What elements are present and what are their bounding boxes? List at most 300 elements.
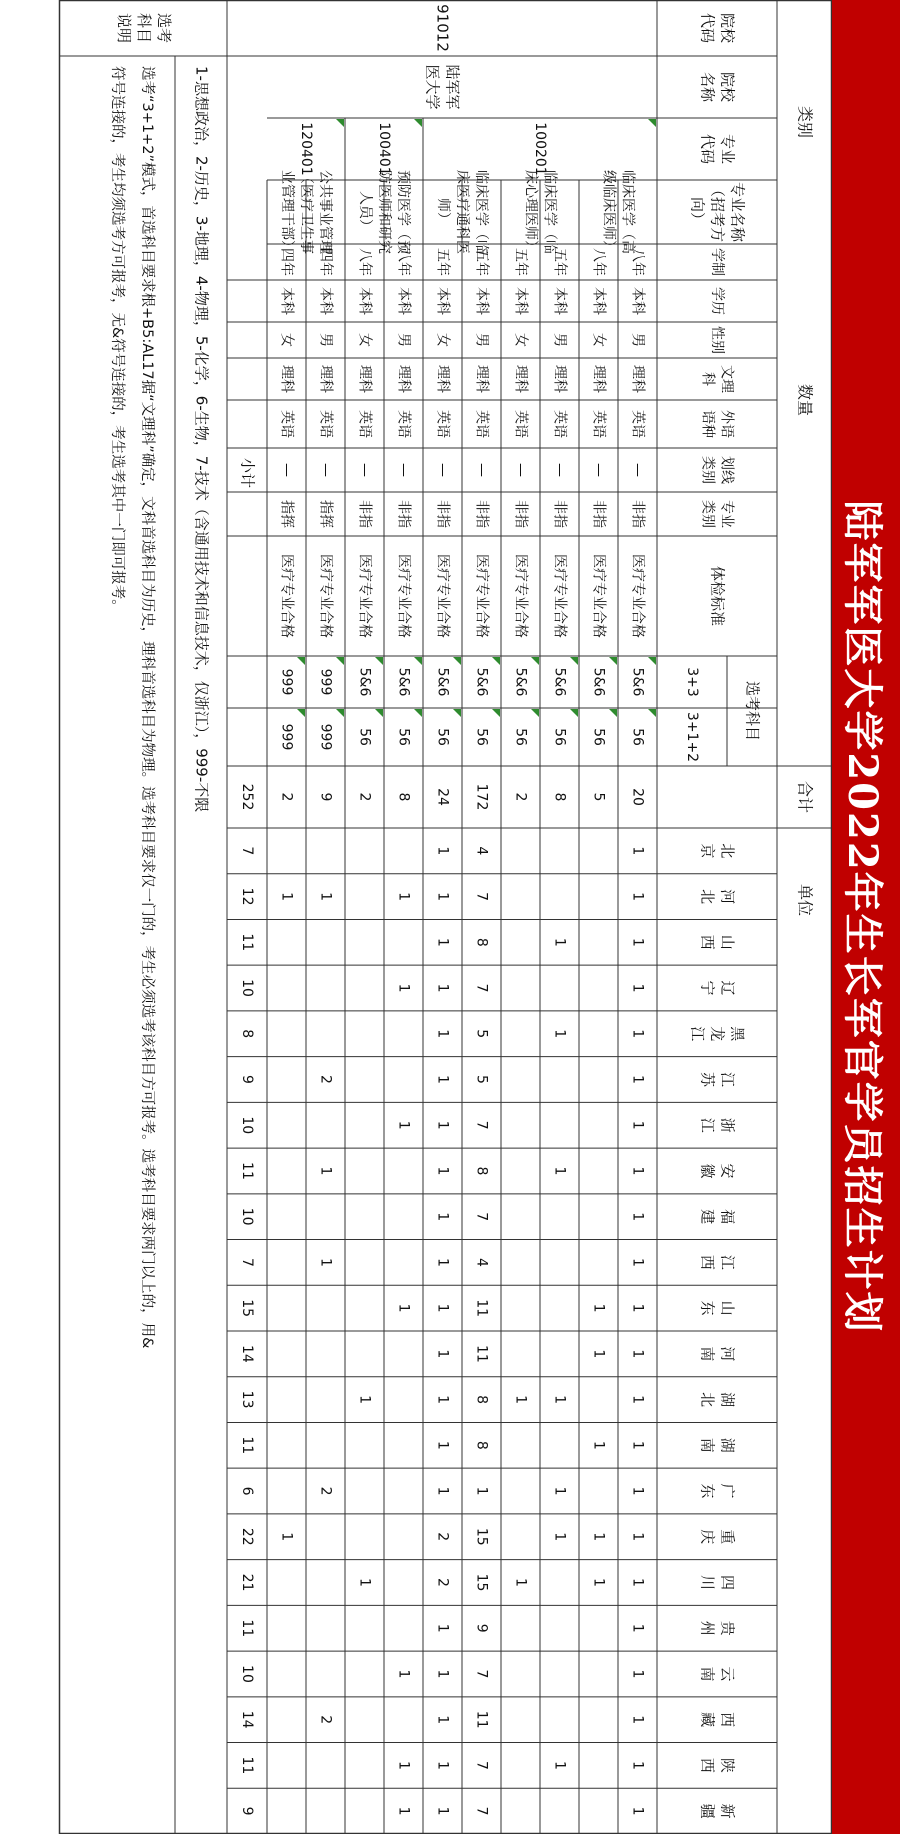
subtotal-province-count: 11 bbox=[239, 1756, 255, 1775]
cell-province-count: 1 bbox=[395, 1669, 412, 1679]
header-category: 类别 bbox=[795, 105, 815, 139]
cell-duration: 五年 bbox=[434, 248, 451, 276]
cell-s312: 56 bbox=[629, 728, 646, 746]
cell-province-count: 1 bbox=[434, 1075, 451, 1084]
cell-arts: 理科 bbox=[590, 365, 607, 393]
cell-total: 2 bbox=[512, 792, 529, 802]
major-name: 临床医学（临床心理医师） bbox=[522, 170, 558, 254]
cell-province-count: 1 bbox=[629, 1257, 646, 1267]
cell-degree: 本科 bbox=[590, 287, 607, 315]
cell-province-count: 1 bbox=[551, 1166, 568, 1176]
province-header: 福建 bbox=[698, 1209, 737, 1225]
comment-marker bbox=[492, 657, 500, 665]
cell-degree: 本科 bbox=[317, 287, 334, 315]
cell-duration: 五年 bbox=[473, 248, 490, 276]
cell-province-count: 1 bbox=[512, 1578, 529, 1587]
cell-duration: 四年 bbox=[317, 248, 334, 276]
cell-province-count: 1 bbox=[434, 1486, 451, 1496]
cell-total: 20 bbox=[629, 788, 646, 806]
note-label: 选考科目说明 bbox=[115, 12, 173, 44]
cell-province-count: 1 bbox=[434, 1395, 451, 1405]
cell-duration: 八年 bbox=[590, 248, 607, 276]
subtotal-province-count: 10 bbox=[239, 979, 255, 997]
cell-s33: 5&6 bbox=[356, 667, 373, 697]
comment-marker bbox=[570, 709, 578, 717]
province-header: 湖北 bbox=[698, 1392, 737, 1408]
cell-total: 24 bbox=[434, 788, 451, 806]
province-header: 北京 bbox=[698, 843, 737, 859]
cell-mtype: 非指 bbox=[395, 500, 412, 528]
cell-s33: 5&6 bbox=[629, 667, 646, 697]
cell-s33: 5&6 bbox=[590, 667, 607, 697]
cell-province-count: 15 bbox=[473, 1527, 490, 1546]
cell-gender: 女 bbox=[590, 333, 607, 347]
cell-province-count: 1 bbox=[629, 1623, 646, 1633]
subtotal-province-count: 10 bbox=[239, 1665, 255, 1683]
cell-s312: 56 bbox=[395, 728, 412, 746]
cell-gender: 男 bbox=[551, 333, 568, 347]
cell-phys: 医疗专业合格 bbox=[629, 554, 646, 638]
cell-province-count: 1 bbox=[629, 1166, 646, 1176]
cell-province-count: 7 bbox=[473, 1760, 490, 1770]
header-major-name: 专业名称（招考方向） bbox=[688, 181, 747, 243]
cell-gender: 男 bbox=[317, 333, 334, 347]
comment-marker bbox=[453, 709, 461, 717]
school-name: 陆军军医大学 bbox=[423, 64, 462, 110]
cell-lang: 英语 bbox=[434, 410, 451, 438]
cell-province-count: 11 bbox=[473, 1710, 490, 1729]
cell-gender: 女 bbox=[434, 333, 451, 347]
comment-marker bbox=[570, 657, 578, 665]
cell-province-count: 2 bbox=[317, 1486, 334, 1496]
cell-province-count: 1 bbox=[629, 1578, 646, 1587]
cell-province-count: 1 bbox=[434, 983, 451, 993]
cell-province-count: 1 bbox=[551, 1760, 568, 1770]
cell-total: 8 bbox=[551, 792, 568, 802]
comment-marker bbox=[531, 709, 539, 717]
cell-lang: 英语 bbox=[473, 410, 490, 438]
subtotal-province-count: 14 bbox=[239, 1710, 255, 1729]
cell-mtype: 非指 bbox=[590, 500, 607, 528]
subtotal-province-count: 7 bbox=[239, 1257, 255, 1267]
comment-marker bbox=[297, 657, 305, 665]
subtotal-province-count: 6 bbox=[239, 1486, 255, 1496]
cell-lang: 英语 bbox=[551, 410, 568, 438]
cell-mtype: 非指 bbox=[512, 500, 529, 528]
cell-province-count: 1 bbox=[629, 846, 646, 856]
cell-total: 8 bbox=[395, 792, 412, 802]
cell-province-count: 1 bbox=[434, 1166, 451, 1176]
cell-gender: 女 bbox=[278, 333, 295, 347]
cell-mtype: 指挥 bbox=[317, 500, 334, 528]
cell-province-count: 7 bbox=[473, 1806, 490, 1816]
cell-province-count: 1 bbox=[434, 1349, 451, 1359]
cell-province-count: 1 bbox=[317, 892, 334, 902]
header-sub-312: 3+1+2 bbox=[684, 711, 700, 763]
comment-marker bbox=[609, 709, 617, 717]
cell-lang: 英语 bbox=[395, 410, 412, 438]
header-duration: 学制 bbox=[709, 248, 725, 276]
province-header: 浙江 bbox=[698, 1117, 737, 1133]
cell-lang: 英语 bbox=[356, 410, 373, 438]
cell-province-count: 9 bbox=[473, 1623, 490, 1633]
cell-province-count: 1 bbox=[629, 1760, 646, 1770]
comment-marker bbox=[375, 709, 383, 717]
cell-arts: 理科 bbox=[512, 365, 529, 393]
cell-province-count: 1 bbox=[395, 1303, 412, 1313]
cell-province-count: 1 bbox=[434, 1303, 451, 1313]
comment-marker bbox=[492, 709, 500, 717]
cell-province-count: 1 bbox=[434, 1806, 451, 1816]
cell-arts: 理科 bbox=[473, 365, 490, 393]
subtotal-province-count: 10 bbox=[239, 1116, 255, 1135]
cell-phys: 医疗专业合格 bbox=[278, 554, 295, 638]
cell-province-count: 1 bbox=[629, 1395, 646, 1405]
cell-arts: 理科 bbox=[356, 365, 373, 393]
cell-province-count: 1 bbox=[629, 1486, 646, 1496]
cell-province-count: 7 bbox=[473, 1212, 490, 1222]
header-total: 合计 bbox=[795, 780, 815, 814]
cell-province-count: 8 bbox=[473, 1395, 490, 1405]
subtotal-province-count: 11 bbox=[239, 1619, 255, 1638]
subtotal-province-count: 13 bbox=[239, 1390, 255, 1409]
cell-province-count: 1 bbox=[629, 1532, 646, 1542]
cell-province-count: 1 bbox=[629, 1303, 646, 1313]
header-degree: 学历 bbox=[709, 287, 725, 315]
cell-province-count: 7 bbox=[473, 892, 490, 902]
cell-line: — bbox=[356, 463, 373, 477]
subtotal-total: 252 bbox=[239, 783, 255, 811]
cell-province-count: 15 bbox=[473, 1573, 490, 1592]
province-header: 安徽 bbox=[698, 1163, 737, 1179]
header-school-code: 院校代码 bbox=[698, 12, 737, 44]
major-name: 临床医学（临床医疗通科医师） bbox=[435, 170, 489, 254]
province-header: 云南 bbox=[698, 1666, 737, 1682]
cell-duration: 八年 bbox=[395, 248, 412, 276]
cell-province-count: 1 bbox=[551, 1395, 568, 1405]
comment-marker bbox=[609, 657, 617, 665]
cell-degree: 本科 bbox=[356, 287, 373, 315]
cell-mtype: 非指 bbox=[551, 500, 568, 528]
major-code: 100201 bbox=[532, 122, 548, 176]
cell-s33: 5&6 bbox=[434, 667, 451, 697]
cell-province-count: 1 bbox=[356, 1395, 373, 1405]
cell-gender: 女 bbox=[356, 333, 373, 347]
cell-province-count: 1 bbox=[434, 1669, 451, 1679]
cell-province-count: 1 bbox=[629, 1669, 646, 1679]
subtotal-province-count: 14 bbox=[239, 1344, 255, 1363]
cell-province-count: 1 bbox=[551, 1029, 568, 1039]
cell-s312: 999 bbox=[317, 723, 334, 751]
cell-gender: 男 bbox=[629, 333, 646, 347]
cell-phys: 医疗专业合格 bbox=[317, 554, 334, 638]
province-header: 湖南 bbox=[698, 1437, 737, 1453]
cell-province-count: 1 bbox=[434, 1257, 451, 1267]
comment-marker bbox=[531, 657, 539, 665]
cell-s312: 56 bbox=[434, 728, 451, 746]
cell-degree: 本科 bbox=[395, 287, 412, 315]
cell-province-count: 1 bbox=[278, 1532, 295, 1542]
cell-total: 2 bbox=[356, 792, 373, 802]
cell-s312: 56 bbox=[512, 728, 529, 746]
cell-lang: 英语 bbox=[278, 410, 295, 438]
cell-line: — bbox=[434, 463, 451, 477]
cell-lang: 英语 bbox=[317, 410, 334, 438]
province-header: 黑龙江 bbox=[688, 1026, 747, 1042]
cell-arts: 理科 bbox=[278, 365, 295, 393]
cell-province-count: 1 bbox=[590, 1303, 607, 1313]
header-quantity: 数量 bbox=[795, 383, 815, 417]
subtotal-province-count: 9 bbox=[239, 1806, 255, 1816]
province-header: 陕西 bbox=[698, 1757, 737, 1773]
cell-line: — bbox=[551, 463, 568, 477]
province-header: 新疆 bbox=[698, 1803, 737, 1819]
subtotal-province-count: 8 bbox=[239, 1029, 255, 1039]
province-header: 贵州 bbox=[698, 1620, 737, 1636]
cell-province-count: 1 bbox=[551, 937, 568, 947]
comment-marker bbox=[648, 709, 656, 717]
note-line-1: 1-思想政治，2-历史，3-地理，4-物理，5-化学，6-生物，7-技术（含通用技术和信息技术，仅浙江），999-不限 bbox=[192, 66, 211, 813]
cell-province-count: 7 bbox=[473, 983, 490, 993]
cell-mtype: 非指 bbox=[473, 500, 490, 528]
cell-province-count: 1 bbox=[629, 1715, 646, 1725]
major-code: 100401 bbox=[376, 122, 392, 176]
cell-line: — bbox=[278, 463, 295, 477]
header-line-type: 划线类别 bbox=[699, 456, 735, 484]
cell-province-count: 1 bbox=[278, 892, 295, 902]
cell-province-count: 1 bbox=[434, 1212, 451, 1222]
cell-province-count: 1 bbox=[629, 1075, 646, 1084]
cell-s312: 999 bbox=[278, 723, 295, 751]
cell-province-count: 1 bbox=[590, 1532, 607, 1542]
header-arts-sci: 文理科 bbox=[699, 365, 735, 393]
header-gender: 性别 bbox=[709, 326, 725, 354]
cell-province-count: 1 bbox=[629, 937, 646, 947]
cell-arts: 理科 bbox=[434, 365, 451, 393]
cell-lang: 英语 bbox=[629, 410, 646, 438]
comment-marker bbox=[297, 709, 305, 717]
subtotal-province-count: 11 bbox=[239, 1436, 255, 1455]
cell-lang: 英语 bbox=[512, 410, 529, 438]
cell-province-count: 1 bbox=[434, 1715, 451, 1725]
comment-marker bbox=[336, 657, 344, 665]
cell-province-count: 8 bbox=[473, 1440, 490, 1450]
cell-s33: 999 bbox=[317, 668, 334, 696]
cell-province-count: 1 bbox=[629, 1212, 646, 1222]
comment-marker bbox=[648, 119, 656, 127]
cell-province-count: 4 bbox=[473, 1257, 490, 1267]
cell-province-count: 1 bbox=[590, 1578, 607, 1587]
page-title: 陆军军医大学2022年生长军官学员招生计划 bbox=[832, 0, 900, 1834]
cell-phys: 医疗专业合格 bbox=[473, 554, 490, 638]
comment-marker bbox=[414, 709, 422, 717]
cell-province-count: 1 bbox=[356, 1578, 373, 1587]
cell-duration: 八年 bbox=[356, 248, 373, 276]
cell-phys: 医疗专业合格 bbox=[512, 554, 529, 638]
cell-phys: 医疗专业合格 bbox=[590, 554, 607, 638]
comment-marker bbox=[414, 119, 422, 127]
cell-degree: 本科 bbox=[473, 287, 490, 315]
subtotal-province-count: 15 bbox=[239, 1299, 255, 1318]
province-header: 河南 bbox=[698, 1346, 737, 1362]
cell-province-count: 1 bbox=[512, 1395, 529, 1405]
cell-line: — bbox=[590, 463, 607, 477]
cell-province-count: 1 bbox=[629, 983, 646, 993]
cell-province-count: 1 bbox=[395, 983, 412, 993]
cell-arts: 理科 bbox=[317, 365, 334, 393]
major-name: 预防医学（预防医师和研究人员） bbox=[357, 170, 411, 254]
cell-phys: 医疗专业合格 bbox=[356, 554, 373, 638]
cell-s33: 5&6 bbox=[551, 667, 568, 697]
cell-province-count: 1 bbox=[317, 1166, 334, 1176]
comment-marker bbox=[648, 657, 656, 665]
note-line-2: 选考“3+1+2”模式，首选科目要求根+B5:AL17据“文理科”确定，文科首选科目为历史，理科首选科目为物理。选考科目要求仅一门的，考生必须选考该科目方可报考。选考科目要求两门以上的，用& bbox=[139, 66, 155, 1349]
cell-province-count: 5 bbox=[473, 1029, 490, 1039]
header-language: 外语语种 bbox=[699, 410, 735, 438]
school-code: 91012 bbox=[433, 4, 452, 52]
subtotal-province-count: 10 bbox=[239, 1207, 255, 1226]
header-unit: 单位 bbox=[795, 883, 815, 917]
cell-province-count: 1 bbox=[629, 1029, 646, 1039]
subtotal-label: 小计 bbox=[238, 457, 257, 489]
province-header: 江苏 bbox=[698, 1071, 737, 1088]
cell-province-count: 1 bbox=[434, 1760, 451, 1770]
cell-province-count: 1 bbox=[434, 846, 451, 856]
header-major-type: 专业类别 bbox=[699, 500, 735, 528]
cell-province-count: 1 bbox=[590, 1349, 607, 1359]
cell-province-count: 11 bbox=[473, 1299, 490, 1318]
province-header: 江西 bbox=[698, 1254, 737, 1270]
cell-line: — bbox=[629, 463, 646, 477]
cell-degree: 本科 bbox=[629, 287, 646, 315]
subtotal-province-count: 7 bbox=[239, 846, 255, 856]
cell-arts: 理科 bbox=[629, 365, 646, 393]
note-line-3: 符号连接的，考生均须选考方可报考，无&符号连接的，考生选考其中一门即可报考。 bbox=[109, 66, 125, 614]
subtotal-province-count: 22 bbox=[239, 1527, 255, 1546]
cell-degree: 本科 bbox=[551, 287, 568, 315]
cell-line: — bbox=[317, 463, 334, 477]
cell-province-count: 1 bbox=[434, 1029, 451, 1039]
subtotal-province-count: 12 bbox=[239, 887, 255, 906]
cell-province-count: 1 bbox=[317, 1257, 334, 1267]
cell-province-count: 1 bbox=[551, 1532, 568, 1542]
subtotal-province-count: 21 bbox=[239, 1573, 255, 1592]
cell-duration: 四年 bbox=[278, 248, 295, 276]
cell-s33: 5&6 bbox=[473, 667, 490, 697]
header-school-name: 院校名称 bbox=[698, 71, 737, 103]
cell-mtype: 非指 bbox=[629, 500, 646, 528]
cell-province-count: 1 bbox=[629, 892, 646, 902]
cell-line: — bbox=[512, 463, 529, 477]
cell-province-count: 4 bbox=[473, 846, 490, 856]
cell-s312: 56 bbox=[590, 728, 607, 746]
province-header: 山东 bbox=[698, 1300, 737, 1316]
major-name: 临床医学（高级临床医师） bbox=[600, 170, 636, 254]
cell-duration: 八年 bbox=[629, 248, 646, 276]
cell-s33: 999 bbox=[278, 668, 295, 696]
subtotal-province-count: 11 bbox=[239, 1162, 255, 1180]
cell-province-count: 1 bbox=[434, 1120, 451, 1130]
cell-province-count: 2 bbox=[434, 1532, 451, 1542]
cell-total: 172 bbox=[473, 783, 490, 811]
cell-province-count: 1 bbox=[395, 892, 412, 902]
province-header: 河北 bbox=[698, 889, 737, 905]
cell-province-count: 7 bbox=[473, 1669, 490, 1679]
comment-marker bbox=[336, 119, 344, 127]
cell-province-count: 1 bbox=[395, 1806, 412, 1816]
major-code: 120401 bbox=[298, 122, 314, 176]
cell-province-count: 1 bbox=[629, 1120, 646, 1130]
cell-province-count: 8 bbox=[473, 937, 490, 947]
cell-province-count: 7 bbox=[473, 1120, 490, 1130]
cell-mtype: 指挥 bbox=[278, 500, 295, 528]
cell-province-count: 1 bbox=[395, 1120, 412, 1130]
cell-s312: 56 bbox=[356, 728, 373, 746]
cell-province-count: 1 bbox=[434, 1440, 451, 1450]
cell-total: 2 bbox=[278, 792, 295, 802]
cell-province-count: 1 bbox=[473, 1486, 490, 1496]
cell-gender: 女 bbox=[512, 333, 529, 347]
cell-province-count: 1 bbox=[395, 1760, 412, 1770]
major-name: 公共事业管理（医疗卫生事业管理干部） bbox=[279, 170, 333, 254]
cell-degree: 本科 bbox=[434, 287, 451, 315]
cell-lang: 英语 bbox=[590, 410, 607, 438]
cell-phys: 医疗专业合格 bbox=[434, 554, 451, 638]
cell-degree: 本科 bbox=[278, 287, 295, 315]
cell-line: — bbox=[473, 463, 490, 477]
subtotal-province-count: 9 bbox=[239, 1075, 255, 1084]
cell-phys: 医疗专业合格 bbox=[395, 554, 412, 638]
cell-province-count: 8 bbox=[473, 1166, 490, 1176]
header-sub-33: 3+3 bbox=[684, 667, 700, 697]
comment-marker bbox=[375, 657, 383, 665]
province-header: 广东 bbox=[698, 1483, 737, 1499]
cell-province-count: 1 bbox=[434, 937, 451, 947]
province-header: 山西 bbox=[698, 934, 737, 950]
cell-duration: 五年 bbox=[551, 248, 568, 276]
cell-phys: 医疗专业合格 bbox=[551, 554, 568, 638]
cell-province-count: 1 bbox=[629, 1440, 646, 1450]
cell-s33: 5&6 bbox=[395, 667, 412, 697]
cell-s33: 5&6 bbox=[512, 667, 529, 697]
cell-s312: 56 bbox=[551, 728, 568, 746]
province-header: 四川 bbox=[698, 1574, 737, 1591]
cell-duration: 五年 bbox=[512, 248, 529, 276]
cell-line: — bbox=[395, 463, 412, 477]
cell-s312: 56 bbox=[473, 728, 490, 746]
comment-marker bbox=[453, 657, 461, 665]
cell-province-count: 1 bbox=[434, 892, 451, 902]
cell-province-count: 2 bbox=[317, 1715, 334, 1725]
subtotal-province-count: 11 bbox=[239, 933, 255, 952]
cell-degree: 本科 bbox=[512, 287, 529, 315]
cell-mtype: 非指 bbox=[356, 500, 373, 528]
cell-province-count: 1 bbox=[629, 1806, 646, 1816]
cell-arts: 理科 bbox=[395, 365, 412, 393]
cell-gender: 男 bbox=[395, 333, 412, 347]
header-major-code: 专业代码 bbox=[698, 133, 737, 165]
cell-province-count: 2 bbox=[434, 1578, 451, 1587]
cell-gender: 男 bbox=[473, 333, 490, 347]
cell-province-count: 1 bbox=[551, 1486, 568, 1496]
province-header: 辽宁 bbox=[698, 980, 737, 996]
cell-mtype: 非指 bbox=[434, 500, 451, 528]
header-subjects: 选考科目 bbox=[743, 680, 762, 742]
cell-arts: 理科 bbox=[551, 365, 568, 393]
cell-province-count: 1 bbox=[590, 1440, 607, 1450]
cell-total: 9 bbox=[317, 792, 334, 802]
comment-marker bbox=[414, 657, 422, 665]
